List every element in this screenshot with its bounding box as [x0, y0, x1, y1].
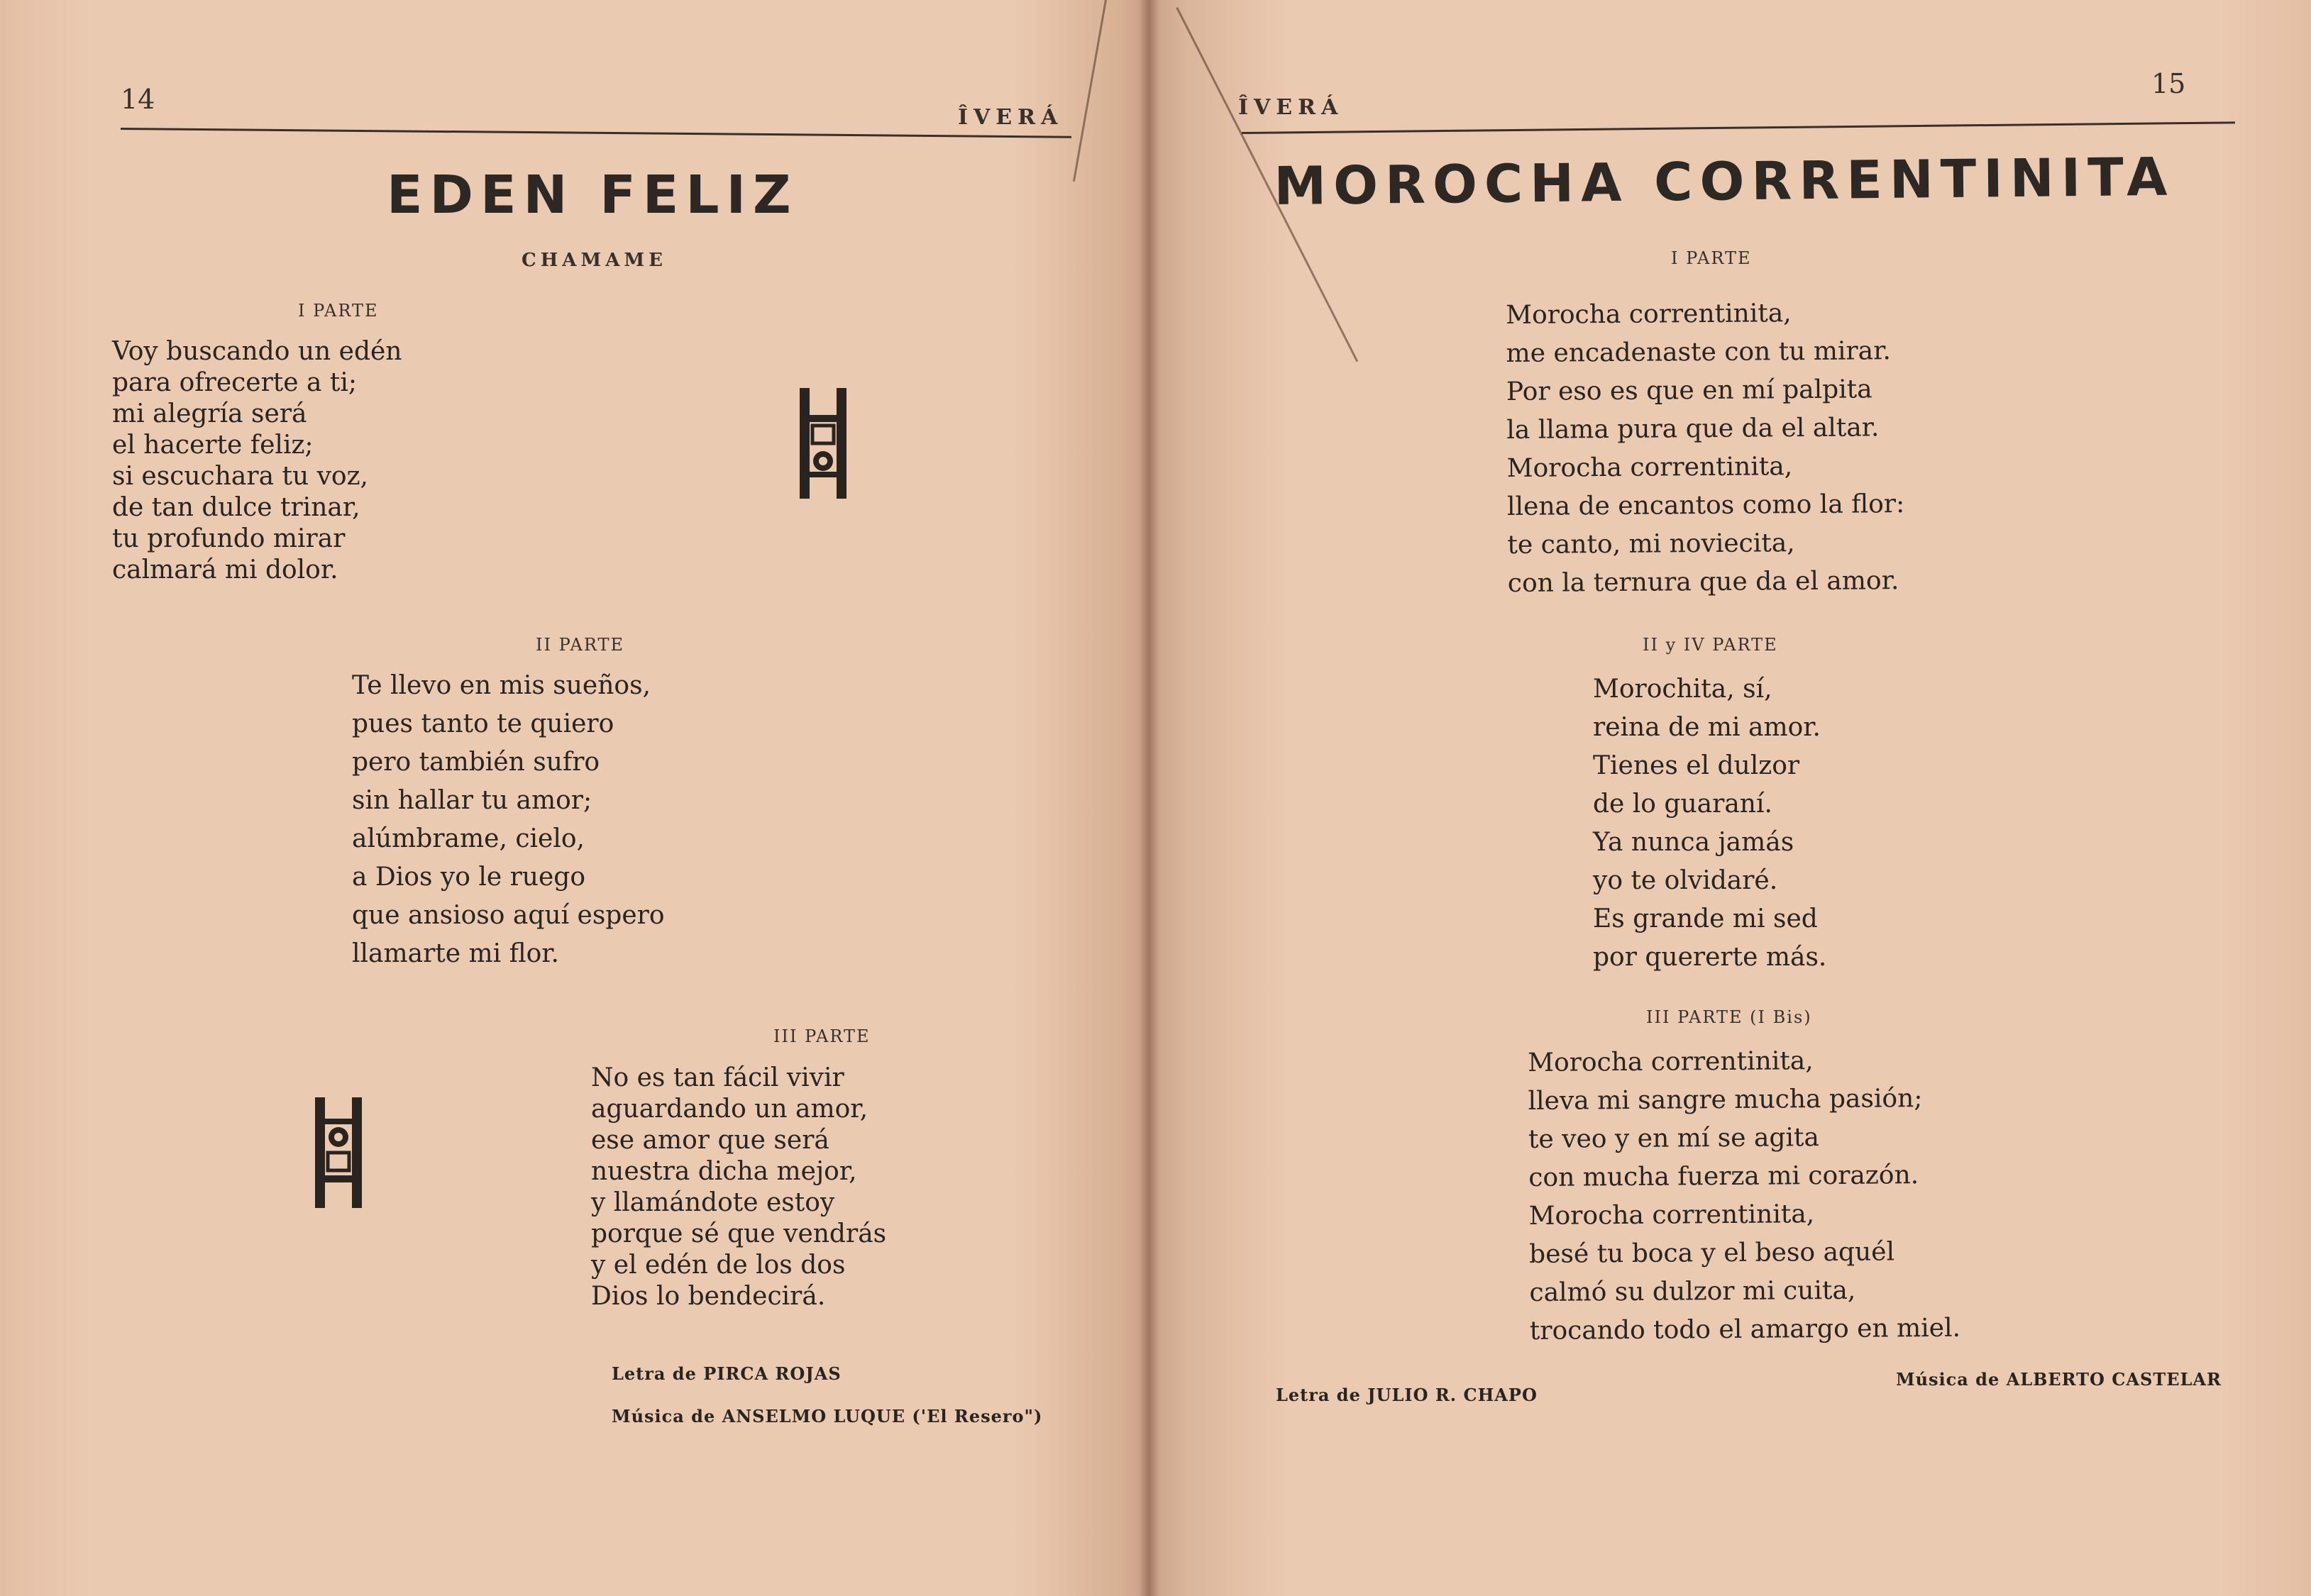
- verse-line: ese amor que será: [591, 1126, 829, 1155]
- lyrics-credit: Letra de JULIO R. CHAPO: [1276, 1385, 1538, 1405]
- part-heading: I PARTE: [298, 301, 379, 321]
- verse-line: para ofrecerte a ti;: [112, 368, 358, 397]
- verse-block: [352, 667, 665, 973]
- verse-line: por quererte más.: [1593, 943, 1827, 972]
- verse-block: [591, 1063, 886, 1312]
- verse-line: el hacerte feliz;: [112, 431, 314, 460]
- verse-line: lleva mi sangre mucha pasión;: [1528, 1084, 1923, 1116]
- verse-line: trocando todo el amargo en miel.: [1529, 1313, 1961, 1346]
- part-heading: I PARTE: [1671, 248, 1752, 268]
- header-rule: [121, 128, 1071, 138]
- verse-line: a Dios yo le ruego: [352, 863, 586, 892]
- verse-line: si escuchara tu voz,: [112, 462, 369, 491]
- verse-line: Morocha correntinita,: [1528, 1046, 1814, 1077]
- verse-line: alúmbrame, cielo,: [352, 824, 585, 853]
- verse-line: y el edén de los dos: [591, 1251, 846, 1280]
- verse-line: Es grande mi sed: [1593, 904, 1818, 933]
- page-number: 14: [121, 84, 155, 115]
- part-heading: III PARTE (I Bis): [1646, 1007, 1812, 1027]
- verse-block: [1528, 1041, 1960, 1351]
- verse-line: pues tanto te quiero: [352, 709, 614, 738]
- verse-line: con mucha fuerza mi corazón.: [1528, 1160, 1919, 1192]
- verse-line: y llamándote estoy: [591, 1188, 835, 1217]
- verse-line: con la ternura que da el amor.: [1507, 566, 1899, 598]
- verse-line: Por eso es que en mí palpita: [1506, 375, 1872, 406]
- verse-line: pero también sufro: [352, 748, 600, 777]
- right-page: [1149, 0, 2311, 1596]
- music-credit: Música de ALBERTO CASTELAR: [1896, 1369, 2222, 1390]
- header-rule: [1242, 121, 2235, 134]
- verse-line: Morochita, sí,: [1593, 675, 1772, 704]
- verse-line: la llama pura que da el altar.: [1506, 413, 1880, 445]
- verse-line: Dios lo bendecirá.: [591, 1282, 826, 1311]
- verse-line: calmará mi dolor.: [112, 555, 338, 584]
- music-credit: Música de ANSELMO LUQUE ('El Resero"): [612, 1406, 1043, 1426]
- verse-line: mi alegría será: [112, 399, 307, 428]
- verse-line: Morocha correntinita,: [1528, 1199, 1815, 1231]
- verse-line: Tienes el dulzor: [1593, 751, 1800, 780]
- part-heading: II y IV PARTE: [1643, 635, 1778, 655]
- verse-line: Te llevo en mis sueños,: [352, 671, 651, 700]
- verse-line: Morocha correntinita,: [1506, 299, 1792, 330]
- verse-line: Morocha correntinita,: [1506, 452, 1793, 483]
- verse-line: te canto, mi noviecita,: [1507, 528, 1795, 560]
- verse-line: Voy buscando un edén: [112, 337, 402, 366]
- verse-line: porque sé que vendrás: [591, 1219, 887, 1248]
- verse-line: besé tu boca y el beso aquél: [1528, 1237, 1895, 1269]
- verse-line: calmó su dulzor mi cuita,: [1529, 1275, 1856, 1307]
- verse-line: aguardando un amor,: [591, 1095, 868, 1124]
- verse-line: No es tan fácil vivir: [591, 1063, 844, 1092]
- guarani-h-ornament-icon: [798, 387, 848, 500]
- part-heading: III PARTE: [773, 1026, 871, 1046]
- verse-line: reina de mi amor.: [1593, 713, 1821, 742]
- verse-line: llena de encantos como la flor:: [1506, 489, 1905, 521]
- verse-block: [1506, 294, 1905, 603]
- verse-block: [112, 336, 402, 586]
- verse-line: Ya nunca jamás: [1593, 828, 1794, 857]
- verse-line: tu profundo mirar: [112, 524, 346, 553]
- verse-line: sin hallar tu amor;: [352, 786, 592, 815]
- verse-line: de tan dulce trinar,: [112, 493, 360, 522]
- part-heading: II PARTE: [536, 635, 625, 655]
- verse-line: que ansioso aquí espero: [352, 901, 665, 930]
- verse-line: te veo y en mí se agita: [1528, 1123, 1820, 1154]
- song-title: EDEN FELIZ: [387, 165, 798, 226]
- book-gutter: [1138, 0, 1159, 1596]
- verse-line: me encadenaste con tu mirar.: [1506, 336, 1891, 368]
- verse-line: nuestra dicha mejor,: [591, 1157, 857, 1186]
- guarani-h-ornament-icon: [314, 1096, 363, 1209]
- running-header: ÎVERÁ: [958, 105, 1064, 130]
- song-genre: CHAMAME: [522, 250, 667, 271]
- verse-block: [1593, 670, 1826, 977]
- running-header: ÎVERÁ: [1238, 95, 1344, 120]
- left-page: [0, 0, 1149, 1596]
- verse-line: llamarte mi flor.: [352, 939, 559, 968]
- verse-line: de lo guaraní.: [1593, 789, 1772, 819]
- page-number: 15: [2151, 68, 2186, 99]
- song-title: MOROCHA CORRENTINITA: [1274, 146, 2175, 217]
- verse-line: yo te olvidaré.: [1593, 866, 1778, 895]
- lyrics-credit: Letra de PIRCA ROJAS: [612, 1363, 842, 1384]
